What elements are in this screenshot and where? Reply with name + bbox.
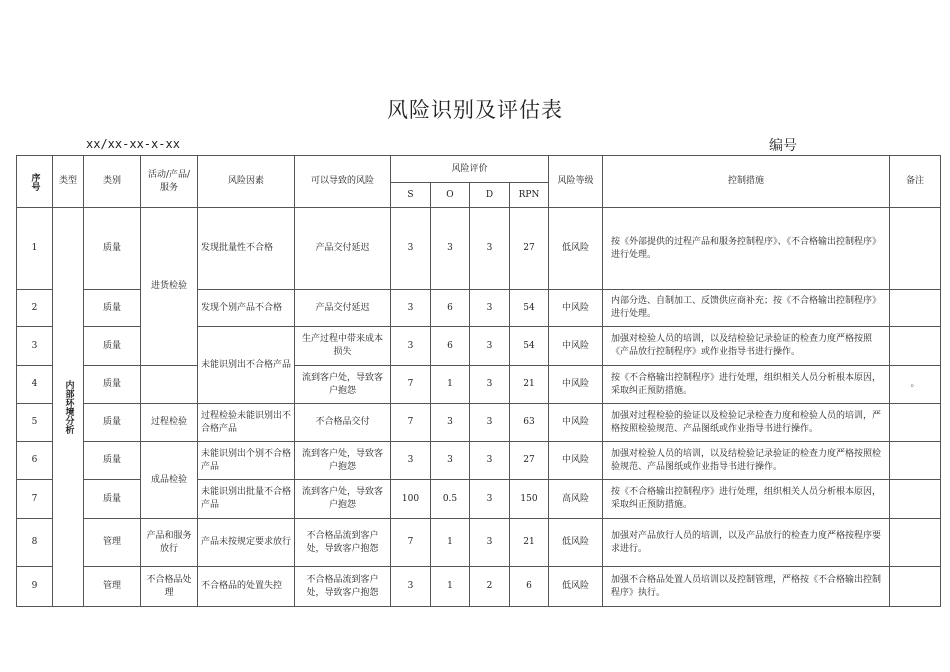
activity-cell: 进货检验 [141,208,198,366]
measure-cell: 按《不合格输出控制程序》进行处理，组织相关人员分析根本原因，采取纠正预防措施。 [603,366,890,404]
rpn-cell: 27 [510,208,549,290]
level-cell: 中风险 [549,290,603,327]
row-number: 1 [17,208,53,290]
remark-cell [890,480,941,519]
rpn-cell: 63 [510,404,549,442]
row-number: 2 [17,290,53,327]
s-cell: 7 [391,404,431,442]
number-label: 编号 [769,138,797,154]
level-cell: 中风险 [549,404,603,442]
header-remark: 备注 [890,156,941,208]
category-cell: 质量 [84,290,141,327]
factor-cell: 不合格品的处置失控 [198,567,295,607]
header-risk: 可以导致的风险 [295,156,391,208]
s-cell: 3 [391,327,431,366]
rpn-cell: 21 [510,519,549,567]
d-cell: 3 [470,480,510,519]
s-cell: 7 [391,519,431,567]
row-number: 8 [17,519,53,567]
risk-cell: 流到客户处，导致客户抱怨 [295,442,391,480]
type-cell: 内部环境分析 [53,208,84,607]
d-cell: 2 [470,567,510,607]
table-row [17,404,941,442]
measure-cell: 加强对过程检验的验证以及检验记录检查力度和检验人员的培训，严格按照检验规范、产品图纸或作业指导书进行操作。 [603,404,890,442]
header-measures: 控制措施 [603,156,890,208]
o-cell: 3 [431,208,470,290]
o-cell: 1 [431,519,470,567]
s-cell: 3 [391,567,431,607]
factor-cell: 产品未按规定要求放行 [198,519,295,567]
header-d: D [470,183,510,208]
table-row [17,519,941,567]
risk-cell: 不合格品流到客户处，导致客户抱怨 [295,567,391,607]
header-level: 风险等级 [549,156,603,208]
measure-cell: 按《不合格输出控制程序》进行处理，组织相关人员分析根本原因，采取纠正预防措施。 [603,480,890,519]
header-eval: 风险评价 [391,156,549,183]
activity-cell: 不合格品处理 [141,567,198,607]
activity-cell: 产品和服务放行 [141,519,198,567]
risk-cell: 产品交付延迟 [295,208,391,290]
remark-cell [890,567,941,607]
factor-cell: 发现批量性不合格 [198,208,295,290]
d-cell: 3 [470,366,510,404]
rpn-cell: 150 [510,480,549,519]
header-rpn: RPN [510,183,549,208]
level-cell: 低风险 [549,567,603,607]
risk-table [16,155,941,607]
category-cell: 管理 [84,567,141,607]
risk-cell: 不合格品流到客户处，导致客户抱怨 [295,519,391,567]
risk-cell: 流到客户处，导致客户抱怨 [295,366,391,404]
measure-cell: 加强不合格品处置人员培训以及控制管理，严格按《不合格输出控制程序》执行。 [603,567,890,607]
o-cell: 6 [431,290,470,327]
risk-cell: 生产过程中带来成本损失 [295,327,391,366]
o-cell: 1 [431,567,470,607]
category-cell: 管理 [84,519,141,567]
factor-cell: 过程检验未能识别出不合格产品 [198,404,295,442]
rpn-cell: 6 [510,567,549,607]
risk-cell: 流到客户处，导致客户抱怨 [295,480,391,519]
risk-cell: 产品交付延迟 [295,290,391,327]
category-cell: 质量 [84,366,141,404]
measure-cell: 内部分选、自制加工、反馈供应商补充；按《不合格输出控制程序》进行处理。 [603,290,890,327]
s-cell: 3 [391,290,431,327]
activity-cell: 过程检验 [141,404,198,442]
d-cell: 3 [470,290,510,327]
level-cell: 低风险 [549,208,603,290]
d-cell: 3 [470,327,510,366]
factor-cell: 未能识别出不合格产品 [198,327,295,404]
header-s: S [391,183,431,208]
header-o: O [431,183,470,208]
measure-cell: 按《外部提供的过程产品和服务控制程序》、《不合格输出控制程序》进行处理。 [603,208,890,290]
factor-cell: 未能识别出批量不合格产品 [198,480,295,519]
row-number: 3 [17,327,53,366]
header-category: 类别 [84,156,141,208]
level-cell: 中风险 [549,442,603,480]
document-title: 风险识别及评估表 [387,98,563,122]
category-cell: 质量 [84,208,141,290]
o-cell: 3 [431,404,470,442]
rpn-cell: 27 [510,442,549,480]
remark-cell [890,327,941,366]
o-cell: 0.5 [431,480,470,519]
d-cell: 3 [470,519,510,567]
header-seq: 序号 [17,156,53,208]
row-number: 5 [17,404,53,442]
level-cell: 低风险 [549,519,603,567]
rpn-cell: 21 [510,366,549,404]
factor-cell: 未能识别出个别不合格产品 [198,442,295,480]
table-row [17,366,941,404]
table-row [17,208,941,290]
s-cell: 3 [391,442,431,480]
table-row [17,567,941,607]
remark-cell [890,404,941,442]
s-cell: 3 [391,208,431,290]
measure-cell: 加强对产品放行人员的培训，以及产品放行的检查力度严格按程序要求进行。 [603,519,890,567]
o-cell: 3 [431,442,470,480]
rpn-cell: 54 [510,327,549,366]
remark-cell [890,442,941,480]
activity-cell-empty [141,366,198,404]
category-cell: 质量 [84,327,141,366]
table-row [17,442,941,480]
document-code: xx/xx-xx-x-xx [86,137,180,151]
o-cell: 6 [431,327,470,366]
measure-cell: 加强对检验人员的培训，以及结检验记录验证的检查力度严格按照《产品放行控制程序》或作业指导书进行操作。 [603,327,890,366]
category-cell: 质量 [84,404,141,442]
d-cell: 3 [470,208,510,290]
factor-cell: 发现个别产品不合格 [198,290,295,327]
activity-cell: 成品检验 [141,442,198,519]
row-number: 7 [17,480,53,519]
s-cell: 100 [391,480,431,519]
measure-cell: 加强对检验人员的培训，以及结检验记录验证的检查力度严格按照检验规范、产品图纸或作业指导书进行操作。 [603,442,890,480]
row-number: 9 [17,567,53,607]
row-number: 4 [17,366,53,404]
header-type: 类型 [53,156,84,208]
level-cell: 高风险 [549,480,603,519]
remark-cell [890,208,941,290]
category-cell: 质量 [84,442,141,480]
level-cell: 中风险 [549,366,603,404]
header-activity: 活动/产品/服务 [141,156,198,208]
remark-cell [890,519,941,567]
s-cell: 7 [391,366,431,404]
o-cell: 1 [431,366,470,404]
level-cell: 中风险 [549,327,603,366]
d-cell: 3 [470,442,510,480]
category-cell: 质量 [84,480,141,519]
header-factor: 风险因素 [198,156,295,208]
risk-cell: 不合格品交付 [295,404,391,442]
d-cell: 3 [470,404,510,442]
rpn-cell: 54 [510,290,549,327]
remark-cell [890,290,941,327]
row-number: 6 [17,442,53,480]
remark-cell: 。 [890,366,941,404]
